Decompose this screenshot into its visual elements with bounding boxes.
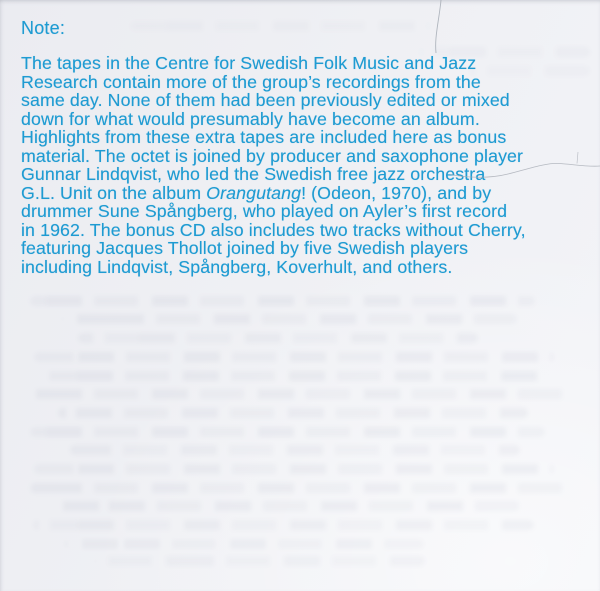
ghost-text-row [30,427,545,437]
ghost-text-row [34,352,554,362]
ghost-text-row [34,520,534,530]
paragraph-text: featuring Jacques Thollot joined by five Swedish players [21,238,469,258]
paragraph-text: The tapes in the Centre for Swedish Folk Music and Jazz [21,53,477,73]
ghost-text-row [50,501,520,511]
paragraph-text: down for what would presumably have become an album. [21,108,480,129]
paragraph-text: G.L. Unit on the album [21,182,207,203]
ghost-text-row [58,408,528,418]
ghost-text-row [64,539,424,549]
ghost-text-row [62,314,517,324]
paragraph-line [21,202,581,221]
paragraph-line [21,221,581,240]
paragraph-line [21,54,581,73]
ghost-text-row [46,371,546,381]
ghost-text-row [78,333,478,343]
ghost-text-row [30,296,535,306]
ghost-text-row [30,483,575,493]
ghost-text-row [30,389,570,399]
ghost-text-row [70,445,520,455]
paragraph-line [21,73,581,92]
paragraph-text: in 1962. The bonus CD also includes two tracks without Cherry, [21,219,526,240]
paragraph-text: Research contain more of the group’s recordings from the [21,71,481,92]
paragraph-line [21,239,581,258]
note-heading: Note: [21,18,66,38]
paragraph-text: drummer Sune Spångberg, who played on Ayler’s first record [21,201,508,221]
paragraph-line [21,165,581,184]
paragraph-text: Highlights from these extra tapes are included here as bonus [21,127,507,147]
ghost-text-row [95,556,425,566]
paragraph-text: including Lindqvist, Spångberg, Koverhult, and others. [21,256,453,277]
paragraph-text: Gunnar Lindqvist, who led the Swedish free jazz orchestra [21,164,486,184]
paragraph-text: material. The octet is joined by producer and saxophone player [21,145,524,166]
paragraph-line [21,147,581,166]
paragraph-line [21,110,581,129]
paragraph-text: ! (Odeon, 1970), and by [301,182,492,203]
paragraph-line [21,91,581,110]
note-paragraph [21,54,581,276]
ghost-text-row [130,21,430,31]
paragraph-line [21,184,581,203]
paragraph-line [21,258,581,277]
album-title-italic: Orangutang [206,182,302,203]
paragraph-line [21,128,581,147]
ghost-text-row [34,464,554,474]
paragraph-text: same day. None of them had been previously edited or mixed [21,90,510,110]
